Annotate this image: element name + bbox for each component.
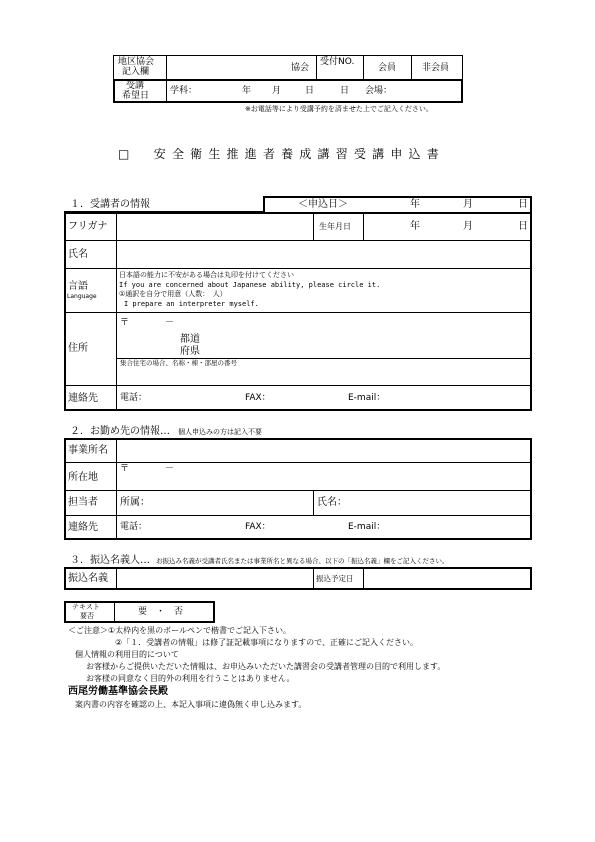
transfer-box [64, 567, 532, 590]
textbook-label-2: 要否 [80, 612, 94, 620]
region-label: 地区協会 [118, 57, 155, 67]
person-label: 担当者 [68, 497, 98, 508]
textbook-label: テキスト [72, 603, 100, 611]
addressee: 西尾労働基準協会長殿 [68, 686, 168, 697]
note-line-2: ②「１．受講者の情報」は修了証記載事項になりますので、正確にご記入ください。 [115, 638, 419, 647]
language-sublabel: Language [67, 293, 97, 300]
work-fax-label[interactable]: FAX： [245, 522, 271, 532]
venue-label[interactable]: 会場： [365, 86, 393, 96]
tel-label[interactable]: 電話： [120, 393, 148, 403]
birth-month: 月 [463, 221, 473, 232]
work-contact-label: 連絡先 [68, 522, 98, 533]
language-note-2: If you are concerned about Japanese ability, please circle it. [119, 281, 381, 289]
section3-heading: ３．振込名義人… [70, 555, 150, 566]
address-fuken: 府県 [180, 346, 200, 357]
region-label-2: 記入欄 [122, 67, 150, 77]
furigana-label: フリガナ [68, 221, 108, 232]
name-label: 氏名 [68, 249, 88, 260]
note-line-3: 個人情報の利用目的について [75, 650, 179, 659]
wish-day: 日 [305, 86, 315, 96]
wish-month: 月 [272, 86, 282, 96]
apply-year: 年 [410, 199, 420, 210]
apply-date-label: ＜申込日＞ [298, 199, 348, 210]
birth-label: 生年月日 [319, 222, 351, 231]
work-tel-label[interactable]: 電話： [120, 522, 148, 532]
person-name-label[interactable]: 氏名： [317, 497, 347, 508]
work-email-label[interactable]: E-mail： [348, 522, 386, 532]
note-line-4: お客様からご提供いただいた情報は、お申込みいただいた講習会の受講者管理の目的で利用します。 [86, 662, 446, 671]
reservation-note: ※お電話等により受講予約を済ませた上でご記入ください。 [245, 105, 433, 113]
address-todo: 都道 [180, 334, 200, 345]
apartment-note: 集合住宅の場合、名称・棟・部屋の番号 [120, 359, 237, 367]
language-label: 言語 [68, 281, 88, 292]
language-note-4: I prepare an interpreter myself. [124, 300, 259, 308]
dept-label[interactable]: 所属： [120, 497, 150, 508]
apply-day: 日 [518, 199, 528, 210]
section1-heading: １．受講者の情報 [70, 199, 150, 210]
closing-statement: 案内書の内容を確認の上、本記入事項に違偽無く申し込みます。 [75, 700, 307, 709]
address-label: 住所 [68, 343, 88, 354]
wish-label-2: 希望日 [122, 91, 150, 101]
page-title: □ 安全衛生推進者養成講習受講申込書 [118, 147, 445, 161]
wish-day-2: 日 [340, 86, 350, 96]
non-member-label: 非会員 [422, 63, 450, 73]
fax-label[interactable]: FAX： [245, 393, 271, 403]
address-postal[interactable]: 〒 － [120, 318, 175, 328]
wish-year: 年 [242, 86, 252, 96]
section2-heading: ２．お勤め先の情報… [70, 426, 170, 437]
note-line-5: お客様の同意なく目的外の利用を行うことはありません。 [86, 674, 295, 683]
note-line-1: ＜ご注意＞①太枠内を黒のボールペンで楷書でご記入下さい。 [68, 626, 292, 635]
transfer-name-label: 振込名義 [68, 573, 108, 584]
language-note-3[interactable]: ①通訳を自分で用意（人数： 人） [119, 290, 227, 298]
email-label[interactable]: E-mail： [348, 393, 386, 403]
section2-heading-note: 個人申込みの方は記入不要 [178, 428, 262, 436]
section3-heading-note: お振込み名義が受講者氏名または事業所名と異なる場合、以下の「振込名義」欄をご記入ください。 [156, 557, 449, 565]
office-name-label: 事業所名 [68, 445, 108, 456]
kyokai-label: 協会 [291, 63, 310, 73]
member-label: 会員 [378, 63, 397, 73]
uketsuke-no-label: 受付NO. [320, 57, 355, 67]
apply-month: 月 [463, 199, 473, 210]
contact-label: 連絡先 [68, 393, 98, 404]
birth-year: 年 [410, 221, 420, 232]
transfer-date-label: 振込予定日 [316, 574, 354, 583]
language-note-1: 日本語の能力に不安がある場合は丸印を付けてください [119, 271, 294, 279]
textbook-choice[interactable]: 要 ・ 否 [138, 607, 184, 617]
location-label: 所在地 [68, 472, 98, 483]
wish-label: 受講 [126, 81, 145, 91]
gakka-label[interactable]: 学科： [170, 86, 198, 96]
birth-day: 日 [518, 221, 528, 232]
location-postal[interactable]: 〒 － [120, 464, 175, 474]
